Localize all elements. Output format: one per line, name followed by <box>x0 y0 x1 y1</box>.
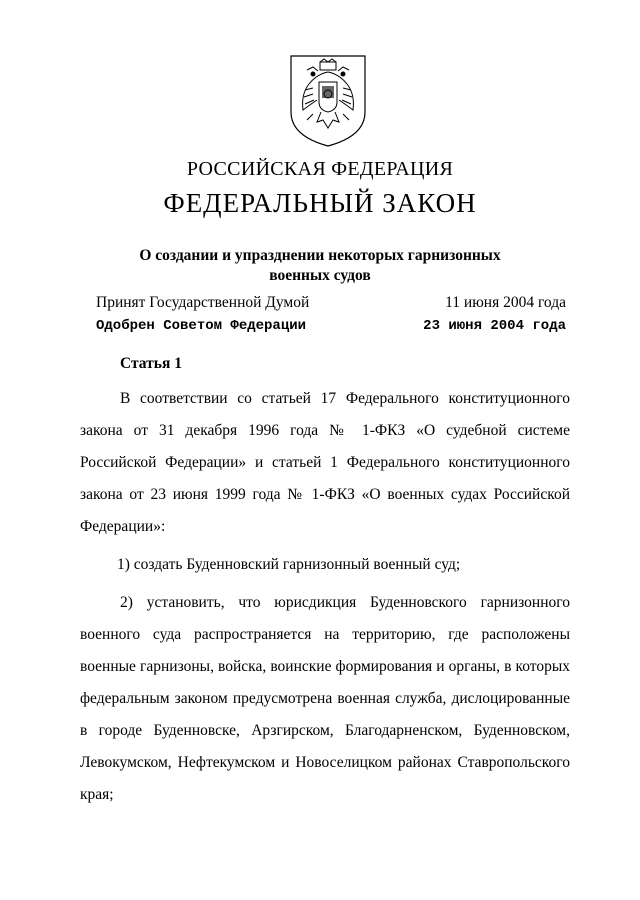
adoption-council-row <box>96 318 566 334</box>
state-emblem-icon <box>283 50 373 150</box>
law-title <box>0 246 640 286</box>
document-type: ФЕДЕРАЛЬНЫЙ ЗАКОН <box>163 188 477 218</box>
article-item-1: 1) создать Буденновский гарнизонный военный суд; <box>117 556 461 573</box>
article-body <box>80 383 570 817</box>
country-name: РОССИЙСКАЯ ФЕДЕРАЦИЯ <box>186 158 454 180</box>
law-title-line-1: О создании и упразднении некоторых гарнизонных <box>139 247 501 264</box>
article-intro-paragraph: В соответствии со статьей 17 Федерального конституционного закона от 31 декабря 1996 года № 1-ФКЗ «О судебной системе Российской Федерации» и статьей 1 Федерального конституционного закона от 23 июня 1999 года № 1-ФКЗ «О военных судах Российской Федерации»: <box>80 390 570 535</box>
council-date: 23 июня 2004 года <box>423 318 566 334</box>
duma-label: Принят Государственной Думой <box>96 294 310 311</box>
adoption-duma-row <box>96 294 566 312</box>
law-title-line-2: военных судов <box>269 267 371 284</box>
article-heading: Статья 1 <box>120 355 182 372</box>
council-label: Одобрен Советом Федерации <box>96 318 307 334</box>
duma-date: 11 июня 2004 года <box>445 294 566 311</box>
article-item-2: 2) установить, что юрисдикция Буденновского гарнизонного военного суда распространяется на территорию, где расположены военные гарнизоны, войска, воинские формирования и органы, в которых федеральным законом предусмотрена военная служба, дислоцированные в городе Буденновске, Арзгирском, Благодарненском, Буденновском, Левокумском, Нефтекумском и Новоселицком районах Ставропольского края; <box>80 594 570 803</box>
